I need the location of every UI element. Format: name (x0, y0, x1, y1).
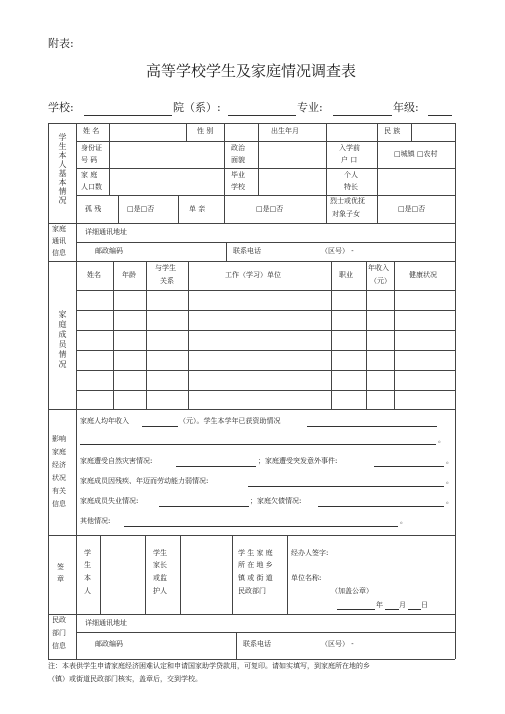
economy-label-4: 状况 (52, 474, 66, 482)
guardian-signature-field[interactable] (181, 536, 231, 613)
col-work: 工作（学习）单位 (225, 271, 281, 279)
orphan-options[interactable]: □是□否 (127, 205, 155, 213)
aid-label: （元）。学生本学年已获资助情况 (179, 417, 281, 425)
guardian-line-2: 家长 (153, 561, 167, 569)
members-rows[interactable] (77, 291, 454, 408)
student-char-4: 人 (84, 587, 91, 595)
single-parent-label: 单 亲 (189, 205, 206, 213)
student-char-3: 本 (84, 574, 91, 582)
signature-label-2: 章 (57, 575, 64, 583)
civil-phone-label: 联系电话 (243, 640, 271, 648)
disability-label: 家庭成员因残疾、年迈而劳动能力弱情况: (80, 477, 209, 485)
basic-section-label: 学生本人基本情况 (58, 133, 67, 205)
guardian-line-3: 或监 (153, 574, 167, 582)
major-field[interactable] (333, 115, 392, 116)
family-size-field[interactable] (110, 169, 223, 194)
day-field[interactable] (408, 609, 421, 610)
unemployment-field[interactable] (159, 506, 249, 507)
name-field[interactable] (110, 124, 185, 140)
grade-label: 年级: (393, 101, 419, 114)
dept-label: 院（系）: (173, 101, 221, 114)
page-title: 高等学校学生及家庭情况调查表 (146, 62, 357, 80)
name-label: 姓 名 (83, 127, 100, 135)
day-label: 日 (421, 601, 428, 609)
contact-area-code[interactable]: （区号） - (321, 247, 354, 255)
orphan-label: 孤 残 (85, 205, 102, 213)
contact-section-label-3: 信息 (52, 249, 66, 257)
entry-label-2: 户 口 (341, 156, 358, 164)
note-line-2: （镇）或街道民政部门核实，盖章后，交到学校。 (48, 675, 202, 683)
month-field[interactable] (385, 609, 399, 610)
economy-label-2: 家庭 (52, 448, 66, 456)
martyr-label-1: 烈士或优抚 (330, 197, 365, 205)
grad-school-label-1: 毕业 (231, 171, 245, 179)
col-income-1: 年收入 (368, 264, 389, 272)
martyr-options[interactable]: □是□否 (398, 205, 426, 213)
civil-address-label: 详细通讯地址 (85, 619, 127, 627)
note-line-1: 注：本表供学生申请家庭经济困难认定和申请国家助学贷款用，可复印。请如实填写，到家庭所在地的乡 (48, 662, 370, 670)
grade-field[interactable] (428, 115, 452, 116)
year-label: 年 (376, 601, 383, 609)
gender-label: 性 别 (197, 127, 214, 135)
talent-field[interactable] (378, 169, 454, 194)
line3-end: 。 (446, 477, 453, 485)
col-job: 职业 (339, 271, 353, 279)
birth-label: 出生年月 (271, 127, 299, 135)
talent-label-2: 特长 (344, 183, 358, 191)
accident-field[interactable] (374, 466, 444, 467)
gender-field[interactable] (225, 124, 257, 140)
school-field[interactable] (84, 115, 172, 116)
col-income-2: （元） (370, 277, 391, 285)
line2-end: 。 (446, 457, 453, 465)
single-parent-options[interactable]: □是□否 (256, 205, 284, 213)
guardian-line-1: 学生 (153, 549, 167, 557)
line1-end: 。 (438, 436, 445, 444)
col-health: 健康状况 (409, 271, 437, 279)
civil-area-code[interactable]: （区号） - (321, 640, 354, 648)
guardian-line-4: 护人 (153, 587, 167, 595)
debt-field[interactable] (318, 506, 444, 507)
family-size-label-2: 人口数 (81, 183, 102, 191)
hukou-options[interactable]: □城镇 □农村 (394, 150, 438, 158)
disability-field[interactable] (248, 486, 444, 487)
other-field[interactable] (124, 526, 398, 527)
birth-field[interactable] (327, 124, 376, 140)
civil-section-label-3: 信息 (52, 642, 66, 650)
contact-postcode-label: 邮政编码 (95, 247, 123, 255)
contact-address-field[interactable] (135, 224, 454, 241)
economy-label-5: 有关 (52, 487, 66, 495)
contact-address-label: 详细通讯地址 (85, 228, 127, 236)
civil-dept-line-4: 民政部门 (238, 587, 266, 595)
members-section-label: 家庭成员情况 (58, 310, 67, 370)
aid-field-cont[interactable] (80, 444, 436, 445)
school-label: 学校: (48, 101, 74, 114)
id-label-2: 号 码 (81, 156, 98, 164)
unemployment-label: 家庭成员失业情况: (80, 497, 139, 505)
civil-dept-line-2: 所 在 地 乡 (238, 561, 273, 569)
signature-label-1: 签 (57, 563, 64, 571)
economy-label-1: 影响 (52, 435, 66, 443)
political-field[interactable] (259, 142, 325, 167)
civil-dept-line-3: 镇 或 街 道 (238, 574, 273, 582)
handler-label: 经办人签字: (291, 549, 329, 557)
attachment-label: 附表: (48, 37, 74, 50)
disaster-field[interactable] (176, 466, 256, 467)
year-field[interactable] (337, 609, 375, 610)
col-relation-1: 与学生 (155, 264, 176, 272)
student-char-2: 生 (84, 561, 91, 569)
ethnicity-label: 民 族 (384, 127, 401, 135)
martyr-label-2: 对象子女 (332, 210, 360, 218)
income-field[interactable] (142, 426, 178, 427)
line4-end: 。 (446, 497, 453, 505)
contact-phone-label: 联系电话 (233, 247, 261, 255)
col-relation-2: 关系 (160, 277, 174, 285)
political-label-2: 面貌 (231, 156, 245, 164)
income-label: 家庭人均年收入 (80, 417, 129, 425)
disaster-label: 家庭遭受自然灾害情况: (80, 457, 153, 465)
col-age: 年龄 (122, 271, 136, 279)
stamp-label: （加盖公章） (331, 587, 373, 595)
economy-label-3: 经济 (52, 461, 66, 469)
student-signature-field[interactable] (101, 536, 144, 613)
grad-school-field[interactable] (259, 169, 325, 194)
aid-field[interactable] (307, 426, 437, 427)
col-name: 姓名 (87, 271, 101, 279)
contact-section-label-1: 家庭 (52, 225, 66, 233)
civil-postcode-label: 邮政编码 (95, 640, 123, 648)
accident-label: ；家庭遭受突发意外事件: (258, 457, 338, 465)
civil-postcode-field[interactable] (135, 633, 235, 658)
major-label: 专业: (297, 101, 323, 114)
economy-label-6: 信息 (52, 500, 66, 508)
family-size-label-1: 家 庭 (81, 171, 98, 179)
talent-label-1: 个人 (344, 171, 358, 179)
entry-label-1: 入学前 (339, 144, 360, 152)
civil-address-field[interactable] (135, 615, 454, 631)
civil-dept-line-1: 学 生 家 庭 (238, 549, 273, 557)
unit-label: 单位名称: (291, 574, 322, 582)
line5-end: 。 (400, 517, 407, 525)
other-label: 其他情况: (80, 517, 111, 525)
ethnicity-field[interactable] (412, 124, 454, 140)
contact-postcode-field[interactable] (135, 243, 225, 260)
id-number-field[interactable] (110, 142, 223, 167)
dept-field[interactable] (228, 115, 296, 116)
civil-section-label-2: 部门 (52, 629, 66, 637)
id-label-1: 身份证 (81, 144, 102, 152)
month-label: 月 (399, 601, 406, 609)
civil-section-label-1: 民政 (52, 616, 66, 624)
grad-school-label-2: 学校 (231, 183, 245, 191)
contact-section-label-2: 通讯 (52, 237, 66, 245)
student-char-1: 学 (84, 549, 91, 557)
political-label-1: 政治 (231, 144, 245, 152)
debt-label: ；家庭欠债情况: (250, 497, 302, 505)
